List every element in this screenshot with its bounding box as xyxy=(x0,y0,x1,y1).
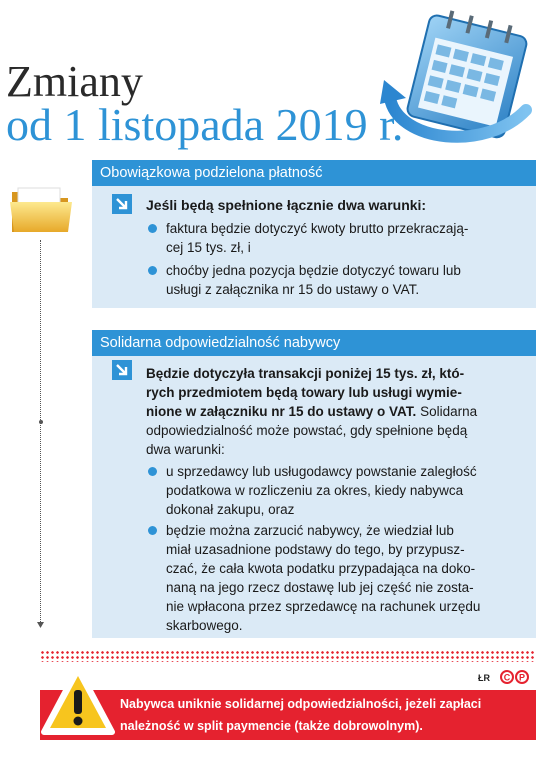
warning-line-2: należność w split paymencie (także dobrowolnym). xyxy=(120,719,423,733)
page-title-line-1: Zmiany xyxy=(6,57,143,106)
warning-icon xyxy=(40,662,116,742)
section2-bullet-2-line-5: nie wpłacona przez sprzedawcę na rachunek urzędu xyxy=(166,599,481,614)
section-header-joint-liability: Solidarna odpowiedzialność nabywcy xyxy=(92,330,536,356)
svg-text:C: C xyxy=(503,672,511,683)
arrow-down-right-icon xyxy=(112,194,132,214)
section2-bullet-2-line-4: naną na jego rzecz dostawę lub jej część nie zosta- xyxy=(166,580,474,595)
section2-bullet-1-line-3: dokonał zakupu, oraz xyxy=(166,502,295,517)
section1-bullet-2-line-1: choćby jedna pozycja będzie dotyczyć towaru lub xyxy=(166,263,461,278)
timeline-arrow-icon xyxy=(37,622,44,629)
bullet-dot xyxy=(148,224,157,233)
section2-normal-line-1: odpowiedzialność może powstać, gdy spełnione będą xyxy=(146,423,468,438)
section2-bullet-2-line-6: skarbowego. xyxy=(166,618,243,633)
section2-bullet-1-line-1: u sprzedawcy lub usługodawcy powstanie zaległość xyxy=(166,464,477,479)
timeline-line xyxy=(40,240,41,626)
section2-bullet-1-line-2: podatkowa w rozliczeniu za okres, kiedy nabywca xyxy=(166,483,464,498)
bullet-dot xyxy=(148,467,157,476)
bullet-dot xyxy=(148,526,157,535)
section2-lead-line-1: Będzie dotyczyła transakcji poniżej 15 tys. zł, któ- xyxy=(146,366,465,381)
section2-bullet-2-line-3: czać, że cała kwota podatku przypadająca na doko- xyxy=(166,561,476,576)
folder-icon xyxy=(8,180,74,236)
cp-logo xyxy=(500,670,534,684)
section2-normal-line-2: dwa warunki: xyxy=(146,442,225,457)
section2-lead-line-2: rych przedmiotem będą towary lub usługi wymie- xyxy=(146,385,462,400)
svg-text:P: P xyxy=(518,672,526,683)
section2-lead-line-3 xyxy=(146,402,477,421)
warning-dotted-band xyxy=(40,650,536,662)
arrow-down-right-icon xyxy=(112,360,132,380)
warning-line-1: Nabywca uniknie solidarnej odpowiedzialności, jeżeli zapłaci xyxy=(120,697,482,711)
section2-bullet-2-line-2: miał uzasadnione podstawy do tego, by przypusz- xyxy=(166,542,465,557)
section1-lead: Jeśli będą spełnione łącznie dwa warunki: xyxy=(146,197,427,213)
section1-bullet-1-line-2: cej 15 tys. zł, i xyxy=(166,240,251,255)
bullet-dot xyxy=(148,266,157,275)
page-title-line-2: od 1 listopada 2019 r. xyxy=(6,99,404,150)
section1-bullet-1-line-1: faktura będzie dotyczyć kwoty brutto przekraczają- xyxy=(166,221,469,236)
section2-lead-normal-part: Solidarna xyxy=(416,404,478,419)
section-header-split-payment: Obowiązkowa podzielona płatność xyxy=(92,160,536,186)
author-credit: ŁR xyxy=(478,673,490,683)
timeline-dot xyxy=(39,420,43,424)
section2-lead-bold-part: nione w załączniku nr 15 do ustawy o VAT. xyxy=(146,404,417,419)
section2-bullet-2-line-1: będzie można zarzucić nabywcy, że wiedział lub xyxy=(166,523,454,538)
section1-bullet-2-line-2: usługi z załącznika nr 15 do ustawy o VAT. xyxy=(166,282,420,297)
